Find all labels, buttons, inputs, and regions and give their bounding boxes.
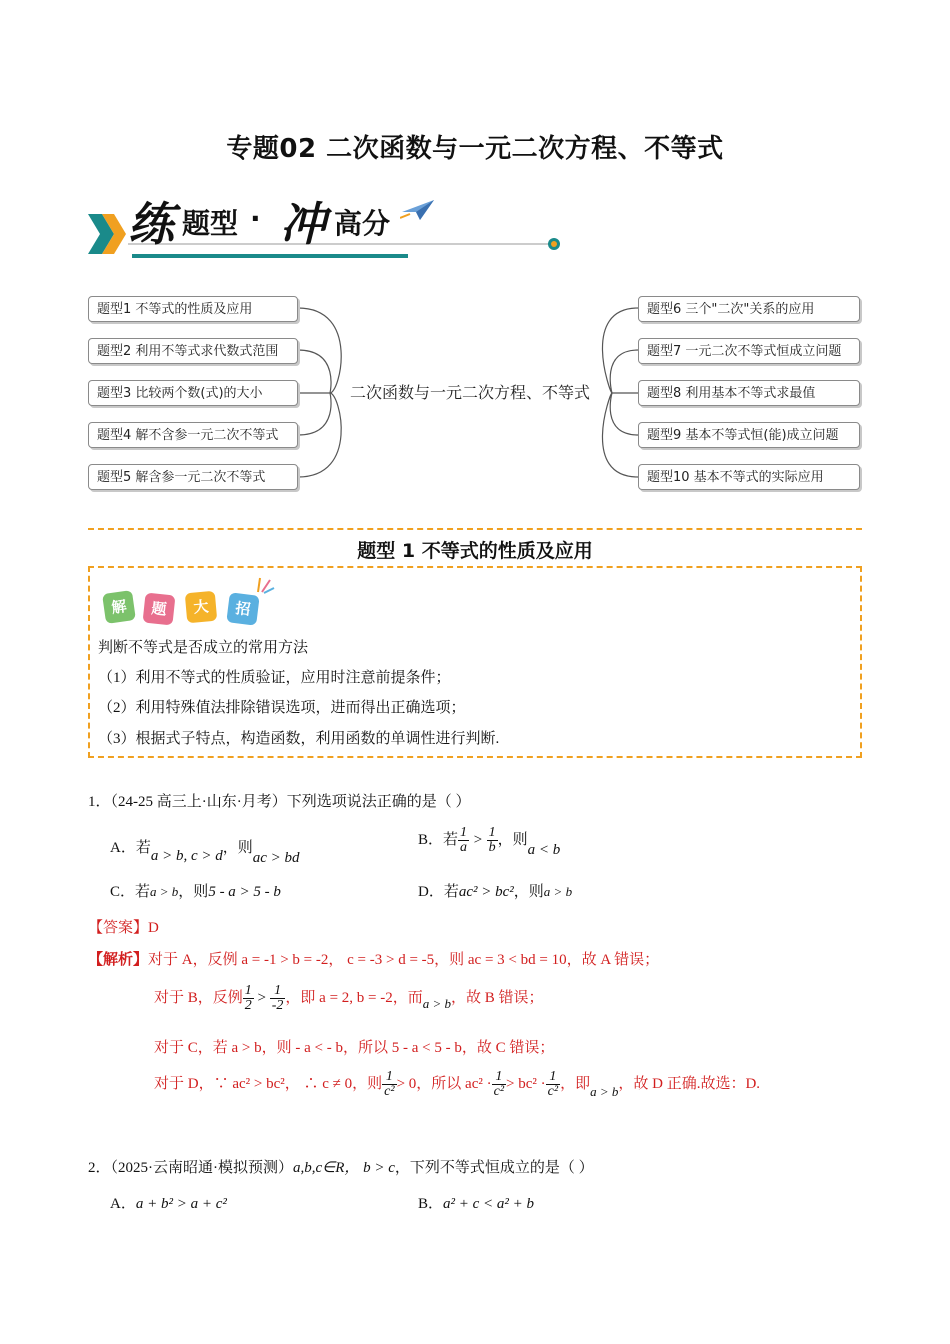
q1-a-then: ，则 (222, 840, 253, 856)
mindmap-right-10[interactable]: 题型10 基本不等式的实际应用 (638, 464, 860, 490)
page-title: 专题02 二次函数与一元二次方程、不等式 (226, 134, 724, 164)
q1-analysis-line3: 对于 C，若 a > b，则 - a < - b，所以 5 - a < 5 - b，故 C 错误； (154, 1040, 555, 1056)
q1-stem: 1．（24-25 高三上·山东·月考）下列选项说法正确的是（ ） (88, 794, 471, 810)
q1-a-label: A．若 (110, 840, 151, 856)
mindmap-left-5[interactable]: 题型5 解含参一元二次不等式 (88, 464, 298, 490)
q2-option-b[interactable] (418, 1194, 534, 1214)
q1-option-b[interactable]: B．若 $\frac{1}{a}$ > $\frac{1}{b}$ ，则a < b (418, 825, 561, 858)
q2-option-a[interactable] (110, 1194, 227, 1214)
sparkle-icon (254, 574, 276, 594)
q2-condition: a,b,c∈R， b > c (293, 1160, 395, 1176)
analysis-b-start: 对于 B，反例 (154, 989, 243, 1006)
analysis-d-frac3: $\frac{1}{\text{c²}}$ (547, 1069, 559, 1099)
q1-analysis-line2: 对于 B，反例 $\frac{1}{2}$ > $\frac{1}{-2}$ ，即 a = 2, b = -2，而a > b，故 B 错误； (154, 983, 544, 1013)
q1-d-cond: ac² > bc² (458, 884, 514, 900)
q2-a-label: A． (110, 1196, 136, 1212)
q2-question: ，下列不等式恒成立的是（ ） (394, 1160, 594, 1176)
q1-b-result: a < b (527, 841, 561, 858)
tip-2: （2）利用特殊值法排除错误选项，进而得出正确选项； (98, 700, 466, 716)
badge-zhao: 招 (226, 592, 259, 625)
q1-a-cond: a > b, c > d (150, 848, 223, 864)
analysis-b-frac1: $\frac{1}{2}$ (244, 983, 252, 1013)
mindmap-right-8[interactable]: 题型8 利用基本不等式求最值 (638, 380, 860, 406)
q1-option-c[interactable] (110, 882, 281, 902)
tip-1: （1）利用不等式的性质验证，应用时注意前提条件； (98, 670, 451, 686)
q2-b-expr: a² + c < a² + b (443, 1196, 535, 1212)
q1-d-then: ，则 (513, 884, 544, 900)
analysis-d-frac1: $\frac{1}{\text{c²}}$ (384, 1069, 395, 1099)
q2-b-label: B． (418, 1196, 444, 1212)
analysis-a: 对于 A，反例 a = -1 > b = -2， c = -3 > d = -5，则 ac = 3 < bd = 10，故 A 错误； (148, 952, 660, 968)
analysis-d-frac2: $\frac{1}{\text{c²}}$ (493, 1069, 505, 1099)
mindmap-left-2[interactable]: 题型2 利用不等式求代数式范围 (88, 338, 298, 364)
q1-d-result: a > b (543, 884, 573, 899)
badge-da: 大 (185, 591, 218, 624)
section-divider (88, 528, 862, 530)
q2-source: 2．（2025·云南昭通·模拟预测） (88, 1160, 293, 1176)
analysis-d-mid2: > bc² · (506, 1075, 546, 1092)
mindmap-center: 二次函数与一元二次方程、不等式 (349, 383, 590, 402)
banner-dot: · (250, 202, 261, 235)
banner-chong: 冲 (280, 197, 326, 251)
q1-b-frac-a: $\frac{1}{a}$ (460, 825, 468, 855)
q1-b-label: B．若 (418, 831, 459, 848)
mindmap-right-9[interactable]: 题型9 基本不等式恒(能)成立问题 (638, 422, 860, 448)
paper-plane-icon (400, 198, 436, 222)
q1-a-result: ac > bd (252, 850, 300, 866)
analysis-d-mid3: ，即 (560, 1075, 591, 1092)
analysis-d-start: 对于 D，∵ ac² > bc²， ∴ c ≠ 0，则 (154, 1075, 383, 1092)
analysis-b-end: ，故 B 错误； (451, 989, 544, 1006)
q2-a-expr: a + b² > a + c² (135, 1196, 227, 1212)
q1-analysis-line4 (154, 1070, 760, 1099)
q1-c-cond: a > b (150, 884, 179, 899)
q1-c-result: 5 - a > 5 - b (208, 884, 281, 900)
q1-c-then: ，则 (178, 884, 209, 900)
q1-answer: 【答案】D (88, 920, 159, 936)
badge-jie: 解 (102, 590, 136, 624)
mindmap-right-6[interactable]: 题型6 三个"二次"关系的应用 (638, 296, 860, 322)
badge-ti: 题 (143, 593, 176, 626)
tip-heading: 判断不等式是否成立的常用方法 (98, 640, 309, 656)
banner-part1: 题型 (182, 207, 239, 240)
q1-b-then: ，则 (497, 831, 528, 848)
q1-option-d[interactable] (418, 882, 572, 902)
q2-stem (88, 1158, 594, 1178)
analysis-d-end: ，故 D 正确.故选：D. (618, 1075, 761, 1092)
q1-c-label: C．若 (110, 884, 151, 900)
tip-3: （3）根据式子特点，构造函数，利用函数的单调性进行判断. (98, 731, 500, 747)
mindmap-left-4[interactable]: 题型4 解不含参一元二次不等式 (88, 422, 298, 448)
q1-analysis-line1 (88, 950, 659, 970)
mindmap-right-7[interactable]: 题型7 一元二次不等式恒成立问题 (638, 338, 860, 364)
section-title: 题型 1 不等式的性质及应用 (357, 540, 593, 562)
q1-b-frac-b: $\frac{1}{b}$ (488, 825, 496, 855)
analysis-b-mid: ，即 a = 2, b = -2，而 (285, 989, 423, 1006)
q1-d-label: D．若 (418, 884, 459, 900)
analysis-d-cond: a > b (590, 1083, 619, 1099)
analysis-b-cond: a > b (422, 995, 452, 1011)
q1-option-a[interactable] (110, 838, 300, 866)
mindmap-left-1[interactable]: 题型1 不等式的性质及应用 (88, 296, 298, 322)
analysis-b-frac2: $\frac{1}{-2}$ (271, 983, 284, 1013)
analysis-label: 【解析】 (88, 952, 149, 968)
banner-part2: 高分 (334, 207, 391, 240)
banner-lian: 练 (128, 197, 174, 251)
analysis-d-mid1: > 0，所以 ac² · (396, 1075, 492, 1092)
mindmap-left-3[interactable]: 题型3 比较两个数(式)的大小 (88, 380, 298, 406)
